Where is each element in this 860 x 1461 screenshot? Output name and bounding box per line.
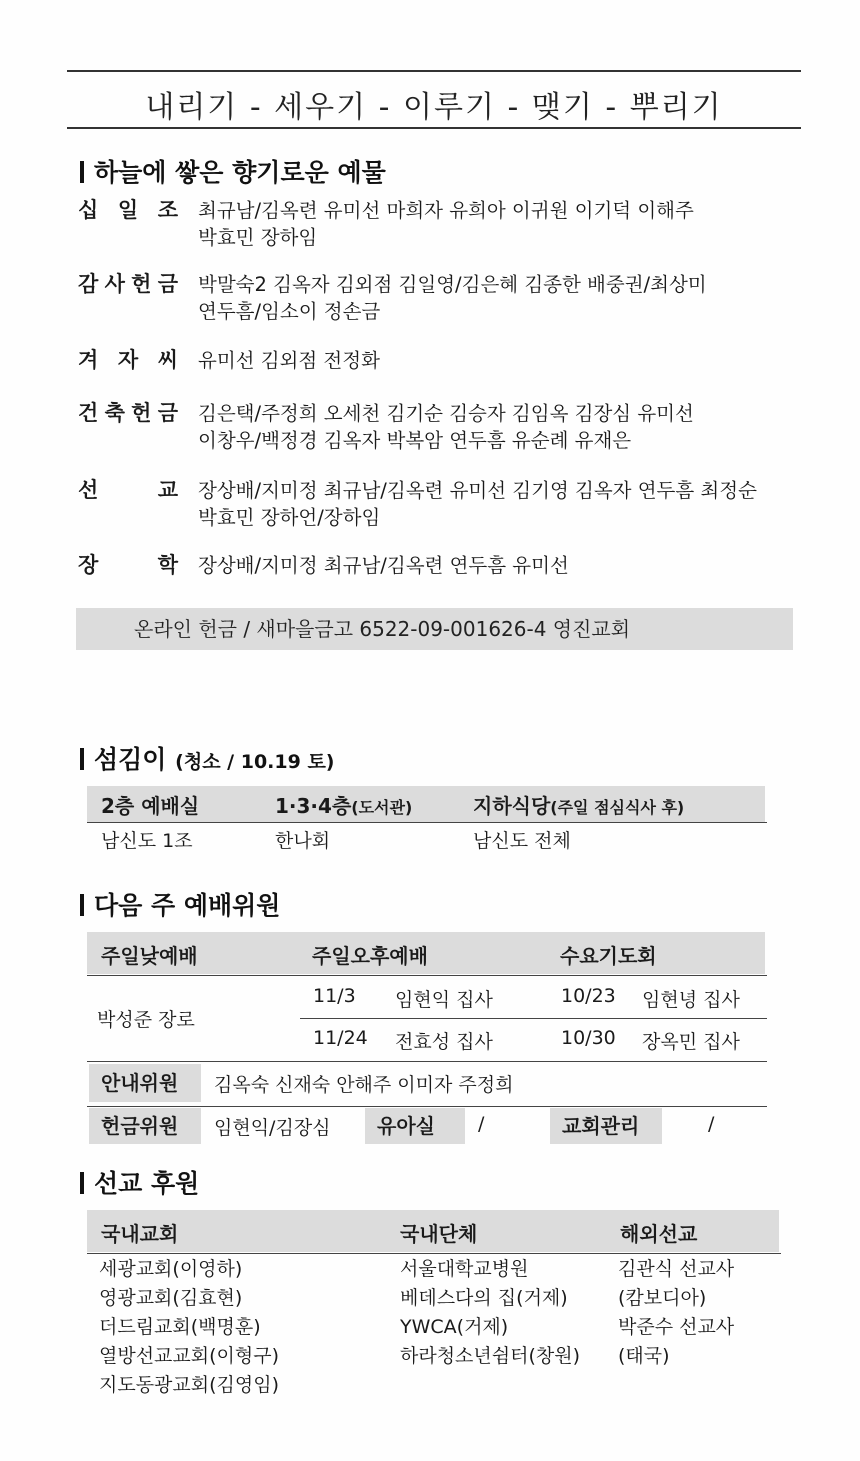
motto: 내리기 - 세우기 - 이루기 - 맺기 - 뿌리기 <box>145 90 723 125</box>
list-item: 세광교회(이영하) <box>99 1258 243 1280</box>
afternoon-date: 11/3 <box>313 985 356 1007</box>
worship-sunday-leader: 박성준 장로 <box>97 1009 195 1031</box>
usher-label: 안내위원 <box>89 1064 201 1102</box>
worship-header-sunday: 주일낮예배 <box>101 944 198 968</box>
offerings-title: 하늘에 쌓은 향기로운 예물 <box>80 153 386 189</box>
mission-header-rule <box>87 1253 781 1254</box>
nursery-label: 유아실 <box>365 1108 465 1144</box>
mission-orgs-list <box>400 1255 580 1371</box>
offering-label: 선 교 <box>78 478 178 502</box>
worship-header-rule <box>87 975 767 976</box>
motto-bottom-rule <box>67 127 801 129</box>
wednesday-date: 10/23 <box>561 985 616 1007</box>
offering-label: 감 사 헌 금 <box>78 272 178 296</box>
worship-rule <box>87 1061 767 1062</box>
list-item: 더드림교회(백명훈) <box>99 1316 261 1338</box>
worship-title: 다음 주 예배위원 <box>80 886 280 922</box>
offering-label: 건 축 헌 금 <box>78 401 178 425</box>
offering-names: 장상배/지미정 최규남/김옥련 연두흠 유미선 <box>198 554 569 577</box>
worship-header-afternoon: 주일오후예배 <box>312 944 428 968</box>
church-mgmt-label: 교회관리 <box>550 1108 662 1144</box>
usher-rule <box>87 1106 767 1107</box>
mission-header-overseas: 해외선교 <box>620 1222 698 1246</box>
list-item: 박준수 선교사 <box>618 1316 735 1338</box>
worship-mid-rule <box>300 1018 767 1019</box>
list-item: 열방선교교회(이형구) <box>99 1345 280 1367</box>
offering-committee-label: 헌금위원 <box>89 1108 201 1144</box>
list-item: 영광교회(김효현) <box>99 1287 243 1309</box>
servers-title: 섬김이 (청소 / 10.19 토) <box>80 740 334 776</box>
section-bar <box>80 748 84 770</box>
list-item: (태국) <box>618 1345 670 1367</box>
list-item: 김관식 선교사 <box>618 1258 735 1280</box>
offering-label: 십 일 조 <box>78 198 178 222</box>
usher-names: 김옥숙 신재숙 안해주 이미자 주정희 <box>214 1074 514 1096</box>
list-item: 서울대학교병원 <box>400 1258 529 1280</box>
nursery-value: / <box>478 1113 485 1135</box>
church-mgmt-value: / <box>708 1113 715 1135</box>
mission-overseas-list <box>618 1255 734 1371</box>
mission-header-domestic-org: 국내단체 <box>400 1222 478 1246</box>
section-bar <box>80 1172 84 1194</box>
servers-subtitle: (청소 / 10.19 토) <box>175 751 335 773</box>
servers-value-basement: 남신도 전체 <box>473 830 571 852</box>
wednesday-name: 임현녕 집사 <box>642 989 740 1011</box>
offering-names: 박말숙2 김옥자 김외점 김일영/김은혜 김종한 배중권/최상미 연두흠/임소이 정손금 <box>198 273 707 323</box>
servers-header-floor2: 2층 예배실 <box>101 794 200 818</box>
afternoon-name: 임현익 집사 <box>395 989 493 1011</box>
offering-names: 유미선 김외점 전정화 <box>198 349 380 372</box>
offering-label: 겨 자 씨 <box>78 348 178 372</box>
section-bar <box>80 894 84 916</box>
servers-header-floor134: 1·3·4층(도서관) <box>275 794 413 818</box>
offering-names: 김은택/주정희 오세천 김기순 김승자 김임옥 김장심 유미선 이창우/백정경 김옥자 박복암 연두흠 유순례 유재은 <box>198 402 694 452</box>
mission-churches-list <box>99 1255 279 1400</box>
offering-committee-names: 임현익/김장심 <box>214 1117 331 1139</box>
list-item: 베데스다의 집(거제) <box>400 1287 568 1309</box>
servers-value-floor2: 남신도 1조 <box>101 830 193 852</box>
offering-label: 장 학 <box>78 553 178 577</box>
servers-value-floor134: 한나회 <box>275 830 331 852</box>
mission-title: 선교 후원 <box>80 1164 199 1200</box>
offering-names: 최규남/김옥련 유미선 마희자 유희아 이귀원 이기덕 이해주 박효민 장하임 <box>198 199 694 249</box>
servers-header-rule <box>87 822 767 823</box>
afternoon-name: 전효성 집사 <box>395 1031 493 1053</box>
servers-header-basement: 지하식당(주일 점심식사 후) <box>473 794 685 818</box>
wednesday-name: 장옥민 집사 <box>642 1031 740 1053</box>
top-rule <box>67 70 801 72</box>
mission-header-domestic-church: 국내교회 <box>101 1222 179 1246</box>
list-item: 하라청소년쉼터(창원) <box>400 1345 581 1367</box>
worship-header-wednesday: 수요기도회 <box>560 944 657 968</box>
list-item: (캄보디아) <box>618 1287 707 1309</box>
list-item: YWCA(거제) <box>400 1316 509 1338</box>
section-bar <box>80 161 84 183</box>
offering-names: 장상배/지미정 최규남/김옥련 유미선 김기영 김옥자 연두흠 최정순 박효민 장하언/장하임 <box>198 479 757 529</box>
afternoon-date: 11/24 <box>313 1027 368 1049</box>
wednesday-date: 10/30 <box>561 1027 616 1049</box>
online-offering-banner: 온라인 헌금 / 새마을금고 6522-09-001626-4 영진교회 <box>76 608 793 650</box>
list-item: 지도동광교회(김영임) <box>99 1374 280 1396</box>
